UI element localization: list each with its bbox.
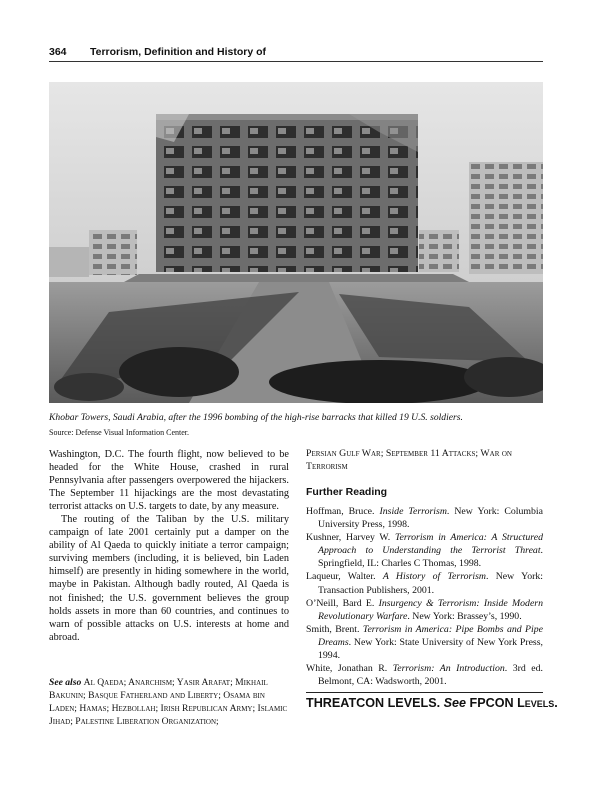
reference-item: White, Jonathan R. Terrorism: An Introduction. 3rd ed. Belmont, CA: Wadsworth, 2001. — [306, 663, 544, 688]
khobar-towers-photo — [49, 82, 543, 403]
reference-item: O’Neill, Bard E. Insurgency & Terrorism: Inside Modern Revolutionary Warfare. New York: Brassey’s, 1990. — [306, 597, 544, 622]
body-paragraph: Washington, D.C. The fourth flight, now believed to be headed for the White House, crashed in rural Pennsylvania after passengers overpowered the hijackers. The September 11 hijackings are the most devastating terrorist attacks on U.S. targets to date, by any measure. — [49, 449, 289, 513]
reference-item: Hoffman, Bruce. Inside Terrorism. New York: Columbia University Press, 1998. — [306, 506, 543, 531]
running-header — [49, 46, 543, 62]
entry-rule — [306, 692, 543, 693]
page-number: 364 — [49, 46, 67, 58]
see-also-block — [49, 676, 289, 728]
reference-item: Kushner, Harvey W. Terrorism in America: A Structured Approach to Understanding the Terrorist Threat. Springfield, IL: Charles C Thomas, 1998. — [306, 532, 543, 570]
figure-caption: Khobar Towers, Saudi Arabia, after the 1996 bombing of the high-rise barracks that killed 19 U.S. soldiers. — [49, 412, 463, 423]
see-also-links[interactable]: Al Qaeda; Anarchism; Yasir Arafat; Mikhail Bakunin; Basque Fatherland and Liberty; Osama bin Laden; Hamas; Hezbollah; Irish Republican Army; Islamic Jihad; Palestine Liberation Organization; — [49, 677, 288, 727]
threatcon-entry — [306, 696, 558, 710]
figure-source: Source: Defense Visual Information Center. — [49, 428, 189, 437]
further-reading-heading: Further Reading — [306, 486, 388, 498]
body-paragraph: The routing of the Taliban by the U.S. military campaign of late 2001 certainly put a damper on the ability of Al Qaeda to quickly initiate a terror campaign; surviving members (including, it is believed, bin Laden himself) are presently in hiding somewhere in the world, maybe in Pakistan. Although badly routed, Al Qaeda is not finished; the U.S. government believes the group holds assets in more than 60 countries, and continues to warn of possible attacks on U.S. interests at home and abroad. — [49, 514, 289, 643]
left-column — [49, 448, 289, 644]
entry-see-label: See — [443, 696, 467, 710]
photo-illustration — [49, 82, 543, 403]
running-title: Terrorism, Definition and History of — [90, 46, 266, 58]
entry-cross-reference[interactable]: FPCON Levels. — [469, 696, 558, 710]
see-also-label: See also — [49, 677, 82, 688]
see-also-continued[interactable]: Persian Gulf War; September 11 Attacks; War on Terrorism — [306, 448, 512, 472]
right-column — [306, 447, 543, 473]
header-rule — [49, 61, 543, 62]
entry-headword: THREATCON LEVELS. — [306, 696, 441, 710]
reference-item: Smith, Brent. Terrorism in America: Pipe Bombs and Pipe Dreams. New York: State University of New York Press, 1994. — [306, 623, 543, 662]
reference-item: Laqueur, Walter. A History of Terrorism. New York: Transaction Publishers, 2001. — [306, 571, 543, 596]
reference-list — [306, 505, 543, 688]
